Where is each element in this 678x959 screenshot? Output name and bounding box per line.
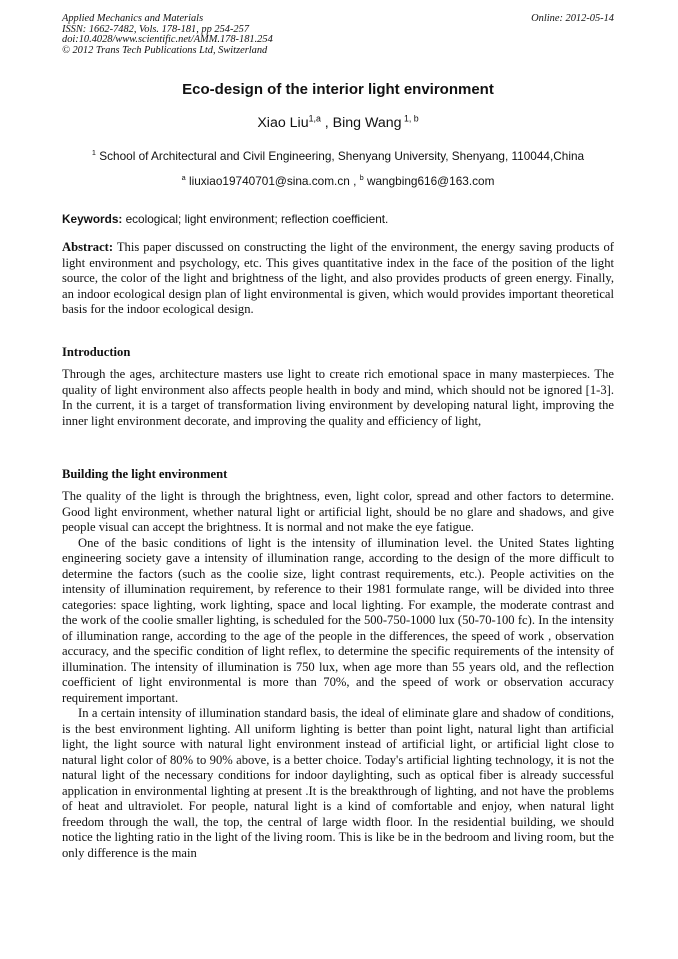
online-date: Online: 2012-05-14	[531, 13, 614, 24]
keywords-label: Keywords:	[62, 212, 123, 226]
building-paragraph-3: In a certain intensity of illumination standard basis, the ideal of eliminate glare and shadow of conditions, is the best environment lighting. All uniform lighting is better than point light, natural light than artificial light, the light source with natural light environment instead of artificial light, or artificial light close to natural light color of 80% to 90% above, is a better choice. Today's artificial lighting technology, it is not the natural light of the necessary conditions for indoor daylighting, such as optical fiber is already successful application in environmental lighting at present .It is the breakthrough of lighting, and not have the problems of heat and ultraviolet. For people, natural light is a kind of comfortable and enjoy, when natural light freedom through the wall, the top, the central of large width floor. In the residential building, we should notice the lighting ratio in the light of the living room. This is like be in the bedroom and living room, but the only difference is the main	[62, 706, 614, 860]
copyright-line: © 2012 Trans Tech Publications Ltd, Switzerland	[62, 44, 268, 56]
section-heading-introduction: Introduction	[62, 345, 131, 359]
affiliation-line	[62, 149, 614, 163]
paper-title: Eco-design of the interior light environment	[182, 81, 494, 98]
section-heading-building: Building the light environment	[62, 467, 228, 481]
publication-header	[62, 14, 614, 56]
email-a: liuxiao19740701@sina.com.cn ,	[185, 174, 360, 188]
abstract-label: Abstract:	[62, 240, 114, 254]
doi-line: doi:10.4028/www.scientific.net/AMM.178-181.254	[62, 34, 273, 45]
abstract-paragraph	[62, 240, 614, 318]
building-paragraph-2: One of the basic conditions of light is the intensity of illumination level. the United States lighting engineering society gave a intensity of illumination range, according to the design of the more difficult to determine the factors (such as the coolie size, light contrast requirements, etc.). People activities on the intensity of illumination requirement, by reference to their 1981 formulate range, will be divided into three categories: space lighting, work lighting, space and local lighting. For example, the moderate contrast and the work of the coolie smaller lighting, is scheduled for the 500-750-1000 lux (50-70-100 fc). In the intensity of illumination range, according to the age of the people in the differences, the speed of work , observation accuracy, and the specific condition of light reflex, to determine the specific requirements of the intensity of illumination. The intensity of illumination is 750 lux, when age more than 55 years old, and the reflection coefficient of light environmental is more than 70%, and the speed of work or observation accuracy requirement important.	[62, 535, 614, 705]
author-name: Xiao Liu	[257, 115, 309, 131]
email-mark-b: b	[359, 173, 364, 183]
author-name: Bing Wang	[332, 115, 402, 131]
affiliation-text: School of Architectural and Civil Engineering, Shenyang University, Shenyang, 110044,China	[95, 149, 585, 163]
email-b: wangbing616@163.com	[363, 174, 495, 188]
keywords-line	[62, 212, 614, 226]
abstract-text: This paper discussed on constructing the light of the environment, the energy saving products of light environment and psychology, etc. This gives quantitative index in the face of the position of the light source, the color of the light and brightness of the light, and also provides products of green energy. Finally, an indoor ecological design plan of light environmental is given, which would provides important theoretical basis for the indoor ecological design.	[62, 240, 614, 316]
issn-line: ISSN: 1662-7482, Vols. 178-181, pp 254-257	[62, 23, 250, 35]
email-mark-a: a	[181, 173, 186, 183]
building-paragraph-1: The quality of the light is through the brightness, even, light color, spread and other factors to determine. Good light environment, whether natural light or artificial light, should be no glare and shadows, and give people visual can accept the brightness. It is normal and not make the eye fatigue.	[62, 489, 614, 534]
journal-name: Applied Mechanics and Materials	[62, 13, 204, 24]
keywords-text: ecological; light environment; reflection coefficient.	[122, 212, 389, 226]
introduction-paragraph: Through the ages, architecture masters use light to create rich emotional space in many masterpieces. The quality of light environment also affects people health in body and mind, which should not be ignored [1-3]. In the current, it is a target of transformation living environment by developing natural light, improving the inner light environment decorate, and improving the quality and efficiency of light,	[62, 367, 614, 428]
author-affiliation-mark: 1, b	[401, 113, 419, 124]
author-separator: ,	[320, 115, 333, 131]
email-line	[62, 174, 614, 188]
affiliation-mark: 1	[91, 148, 96, 158]
author-affiliation-mark: 1,a	[308, 113, 321, 124]
building-section-body	[62, 489, 614, 861]
author-line	[62, 115, 614, 131]
